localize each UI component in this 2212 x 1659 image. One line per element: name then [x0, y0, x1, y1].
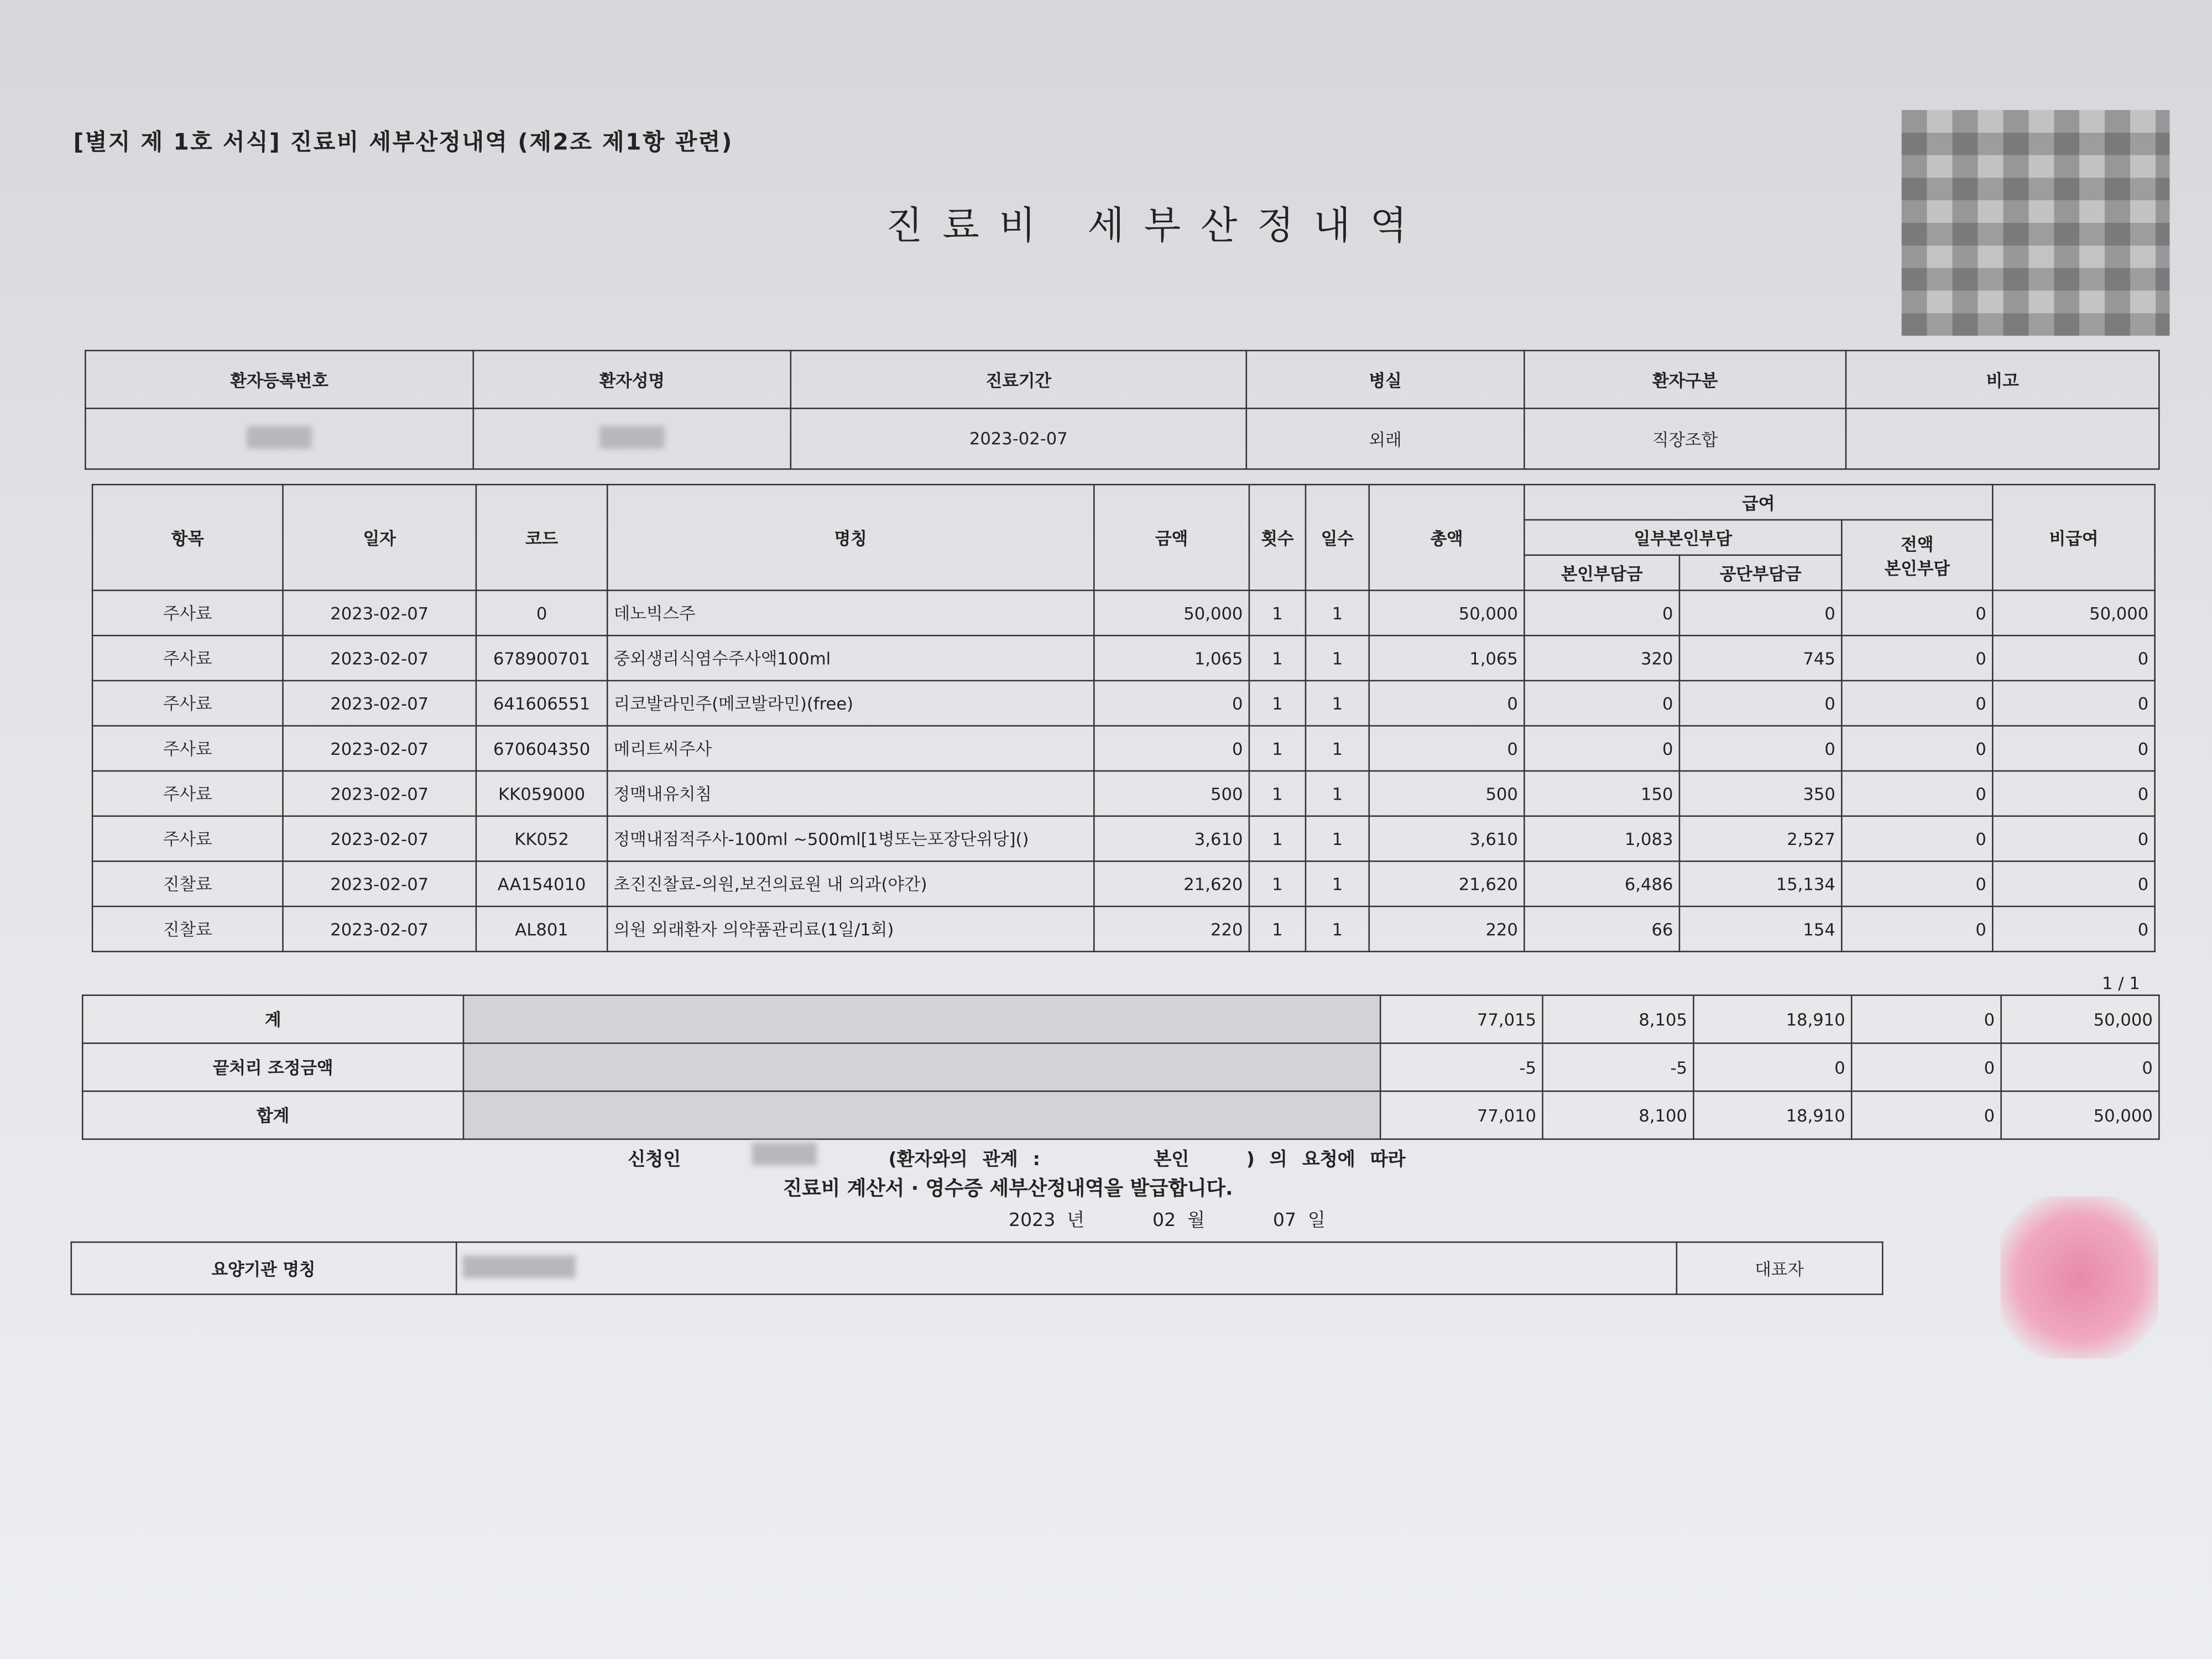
summary-noncovered: 50,000 — [2001, 995, 2159, 1044]
table-row — [92, 591, 2155, 636]
cell-full: 0 — [1841, 771, 1992, 816]
cell-category: 진찰료 — [92, 906, 283, 952]
cell-insurer: 745 — [1679, 635, 1841, 681]
cell-code: 670604350 — [476, 726, 607, 771]
cell-date: 2023-02-07 — [283, 771, 476, 816]
header-period: 진료기간 — [791, 351, 1246, 409]
cell-noncovered: 0 — [1992, 816, 2154, 862]
cell-code: AL801 — [476, 906, 607, 952]
table-row — [92, 861, 2155, 906]
cell-insurer: 0 — [1679, 726, 1841, 771]
cell-price: 0 — [1094, 681, 1249, 726]
cell-full: 0 — [1841, 906, 1992, 952]
request-tail: ) 의 요청에 따라 — [1246, 1150, 1406, 1171]
summary-full: 0 — [1851, 1091, 2001, 1139]
cell-full: 0 — [1841, 726, 1992, 771]
cell-full: 0 — [1841, 816, 1992, 862]
summary-label: 합계 — [82, 1091, 463, 1139]
period-value: 2023-02-07 — [791, 409, 1246, 469]
cell-code: KK059000 — [476, 771, 607, 816]
cell-price: 3,610 — [1094, 816, 1249, 862]
col-category: 항목 — [92, 484, 283, 590]
cell-category: 주사료 — [92, 816, 283, 862]
col-full — [1841, 520, 1992, 591]
table-row — [92, 726, 2155, 771]
cell-count: 1 — [1249, 771, 1306, 816]
summary-insurer: 18,910 — [1693, 1091, 1851, 1139]
summary-total: 77,010 — [1380, 1091, 1542, 1139]
summary-row — [82, 1091, 2159, 1139]
applicant-label: 신청인 — [628, 1150, 681, 1171]
note-value — [1846, 409, 2159, 469]
room-value: 외래 — [1246, 409, 1525, 469]
summary-full: 0 — [1851, 995, 2001, 1044]
day: 07 — [1272, 1210, 1297, 1232]
cell-full: 0 — [1841, 591, 1992, 636]
cell-patient: 0 — [1524, 591, 1679, 636]
cell-patient: 0 — [1524, 681, 1679, 726]
summary-noncovered: 50,000 — [2001, 1091, 2159, 1139]
cell-price: 1,065 — [1094, 635, 1249, 681]
cell-patient: 0 — [1524, 726, 1679, 771]
table-row — [92, 771, 2155, 816]
cell-price: 0 — [1094, 726, 1249, 771]
cell-total: 1,065 — [1369, 635, 1525, 681]
summary-label: 끝처리 조정금액 — [82, 1043, 463, 1091]
col-patient: 본인부담금 — [1524, 555, 1679, 591]
cell-noncovered: 50,000 — [1992, 591, 2154, 636]
cell-noncovered: 0 — [1992, 861, 2154, 906]
cell-price: 500 — [1094, 771, 1249, 816]
cell-total: 0 — [1369, 681, 1525, 726]
cell-full: 0 — [1841, 635, 1992, 681]
cell-category: 주사료 — [92, 591, 283, 636]
cell-insurer: 15,134 — [1679, 861, 1841, 906]
cell-count: 1 — [1249, 591, 1306, 636]
cell-patient: 6,486 — [1524, 861, 1679, 906]
cell-total: 500 — [1369, 771, 1525, 816]
col-covered: 급여 — [1524, 484, 1992, 520]
col-days: 일수 — [1306, 484, 1369, 590]
cell-code: AA154010 — [476, 861, 607, 906]
cell-full: 0 — [1841, 861, 1992, 906]
cell-insurer: 0 — [1679, 591, 1841, 636]
cell-name: 중외생리식염수주사액100ml — [607, 635, 1094, 681]
summary-table — [82, 994, 2160, 1140]
cell-name: 메리트씨주사 — [607, 726, 1094, 771]
cell-count: 1 — [1249, 635, 1306, 681]
cell-insurer: 2,527 — [1679, 816, 1841, 862]
cell-patient: 150 — [1524, 771, 1679, 816]
cell-price: 21,620 — [1094, 861, 1249, 906]
col-count: 횟수 — [1249, 484, 1306, 590]
day-unit: 일 — [1307, 1210, 1326, 1232]
cell-code: 641606551 — [476, 681, 607, 726]
col-total: 총액 — [1369, 484, 1525, 590]
cell-days: 1 — [1306, 635, 1369, 681]
cell-days: 1 — [1306, 816, 1369, 862]
cell-full: 0 — [1841, 681, 1992, 726]
cell-insurer: 350 — [1679, 771, 1841, 816]
cell-days: 1 — [1306, 681, 1369, 726]
header-reg-no: 환자등록번호 — [85, 351, 473, 409]
cell-patient: 320 — [1524, 635, 1679, 681]
applicant-redacted — [752, 1142, 817, 1165]
institution-table — [71, 1241, 1884, 1295]
cell-days: 1 — [1306, 591, 1369, 636]
cell-date: 2023-02-07 — [283, 906, 476, 952]
cell-total: 3,610 — [1369, 816, 1525, 862]
institution-name-redacted — [456, 1242, 1676, 1294]
cell-code: 678900701 — [476, 635, 607, 681]
cell-name: 리코발라민주(메코발라민)(free) — [607, 681, 1094, 726]
cell-patient: 1,083 — [1524, 816, 1679, 862]
relation-label: (환자와의 관계 : — [888, 1150, 1040, 1171]
table-row — [92, 816, 2155, 862]
cell-code: 0 — [476, 591, 607, 636]
cell-count: 1 — [1249, 681, 1306, 726]
cell-count: 1 — [1249, 906, 1306, 952]
header-note: 비고 — [1846, 351, 2159, 409]
reg-no-redacted — [85, 409, 473, 469]
cell-name: 초진진찰료-의원,보건의료원 내 의과(야간) — [607, 861, 1094, 906]
representative-label: 대표자 — [1676, 1242, 1882, 1294]
cell-noncovered: 0 — [1992, 906, 2154, 952]
page-number: 1 / 1 — [2101, 973, 2140, 993]
cell-total: 21,620 — [1369, 861, 1525, 906]
cell-days: 1 — [1306, 726, 1369, 771]
header-category: 환자구분 — [1524, 351, 1846, 409]
issue-statement: 진료비 계산서 · 영수증 세부산정내역을 발급합니다. — [782, 1178, 1233, 1201]
cell-category: 주사료 — [92, 681, 283, 726]
table-row — [92, 635, 2155, 681]
cell-insurer: 0 — [1679, 681, 1841, 726]
cell-noncovered: 0 — [1992, 635, 2154, 681]
cell-days: 1 — [1306, 771, 1369, 816]
items-table — [92, 484, 2156, 952]
summary-patient: 8,105 — [1543, 995, 1694, 1044]
cell-count: 1 — [1249, 816, 1306, 862]
year-unit: 년 — [1067, 1210, 1085, 1232]
cell-date: 2023-02-07 — [283, 635, 476, 681]
col-insurer: 공단부담금 — [1679, 555, 1841, 591]
cell-price: 50,000 — [1094, 591, 1249, 636]
request-line — [628, 1142, 1406, 1171]
cell-noncovered: 0 — [1992, 726, 2154, 771]
cell-category: 주사료 — [92, 635, 283, 681]
cell-total: 220 — [1369, 906, 1525, 952]
col-price: 금액 — [1094, 484, 1249, 590]
summary-row — [82, 1043, 2159, 1091]
cell-price: 220 — [1094, 906, 1249, 952]
cell-name: 의원 외래환자 의약품관리료(1일/1회) — [607, 906, 1094, 952]
summary-blank — [463, 995, 1380, 1044]
col-date: 일자 — [283, 484, 476, 590]
summary-insurer: 0 — [1693, 1043, 1851, 1091]
official-stamp-redacted — [2000, 1196, 2158, 1358]
month-unit: 월 — [1187, 1210, 1206, 1232]
header-room: 병실 — [1246, 351, 1525, 409]
cell-days: 1 — [1306, 861, 1369, 906]
document-title: 진료비 세부산정내역 — [886, 204, 1427, 248]
cell-patient: 66 — [1524, 906, 1679, 952]
cell-noncovered: 0 — [1992, 681, 2154, 726]
institution-label: 요양기관 명칭 — [71, 1242, 456, 1294]
cell-date: 2023-02-07 — [283, 726, 476, 771]
year: 2023 — [1008, 1210, 1056, 1232]
summary-label: 계 — [82, 995, 463, 1044]
summary-noncovered: 0 — [2001, 1043, 2159, 1091]
summary-row — [82, 995, 2159, 1044]
relation-value: 본인 — [1154, 1150, 1190, 1171]
cell-date: 2023-02-07 — [283, 861, 476, 906]
col-code: 코드 — [476, 484, 607, 590]
issue-date — [1009, 1205, 1326, 1232]
summary-total: 77,015 — [1380, 995, 1542, 1044]
cell-date: 2023-02-07 — [283, 591, 476, 636]
cell-insurer: 154 — [1679, 906, 1841, 952]
category-value: 직장조합 — [1524, 409, 1846, 469]
summary-total: -5 — [1380, 1043, 1542, 1091]
cell-category: 주사료 — [92, 771, 283, 816]
qr-code-redacted — [1902, 110, 2170, 336]
summary-patient: -5 — [1543, 1043, 1694, 1091]
cell-date: 2023-02-07 — [283, 816, 476, 862]
summary-patient: 8,100 — [1543, 1091, 1694, 1139]
cell-total: 50,000 — [1369, 591, 1525, 636]
cell-days: 1 — [1306, 906, 1369, 952]
cell-name: 데노빅스주 — [607, 591, 1094, 636]
form-label: [별지 제 1호 서식] 진료비 세부산정내역 (제2조 제1항 관련) — [73, 128, 734, 155]
cell-count: 1 — [1249, 726, 1306, 771]
cell-noncovered: 0 — [1992, 771, 2154, 816]
table-row — [92, 906, 2155, 952]
patient-info-table — [85, 350, 2160, 470]
col-full-label: 전액 — [1901, 534, 1934, 554]
cell-date: 2023-02-07 — [283, 681, 476, 726]
col-full-sub: 본인부담 — [1884, 557, 1950, 578]
cell-category: 진찰료 — [92, 861, 283, 906]
summary-insurer: 18,910 — [1693, 995, 1851, 1044]
summary-blank — [463, 1043, 1380, 1091]
header-patient-name: 환자성명 — [473, 351, 791, 409]
cell-category: 주사료 — [92, 726, 283, 771]
table-row — [92, 681, 2155, 726]
summary-blank — [463, 1091, 1380, 1139]
col-name: 명칭 — [607, 484, 1094, 590]
cell-name: 정맥내점적주사-100ml ~500ml[1병또는포장단위당]() — [607, 816, 1094, 862]
col-noncovered: 비급여 — [1992, 484, 2154, 590]
cell-code: KK052 — [476, 816, 607, 862]
cell-name: 정맥내유치침 — [607, 771, 1094, 816]
cell-count: 1 — [1249, 861, 1306, 906]
col-partial: 일부본인부담 — [1524, 520, 1841, 555]
patient-name-redacted — [473, 409, 791, 469]
month: 02 — [1152, 1210, 1176, 1232]
cell-total: 0 — [1369, 726, 1525, 771]
summary-full: 0 — [1851, 1043, 2001, 1091]
